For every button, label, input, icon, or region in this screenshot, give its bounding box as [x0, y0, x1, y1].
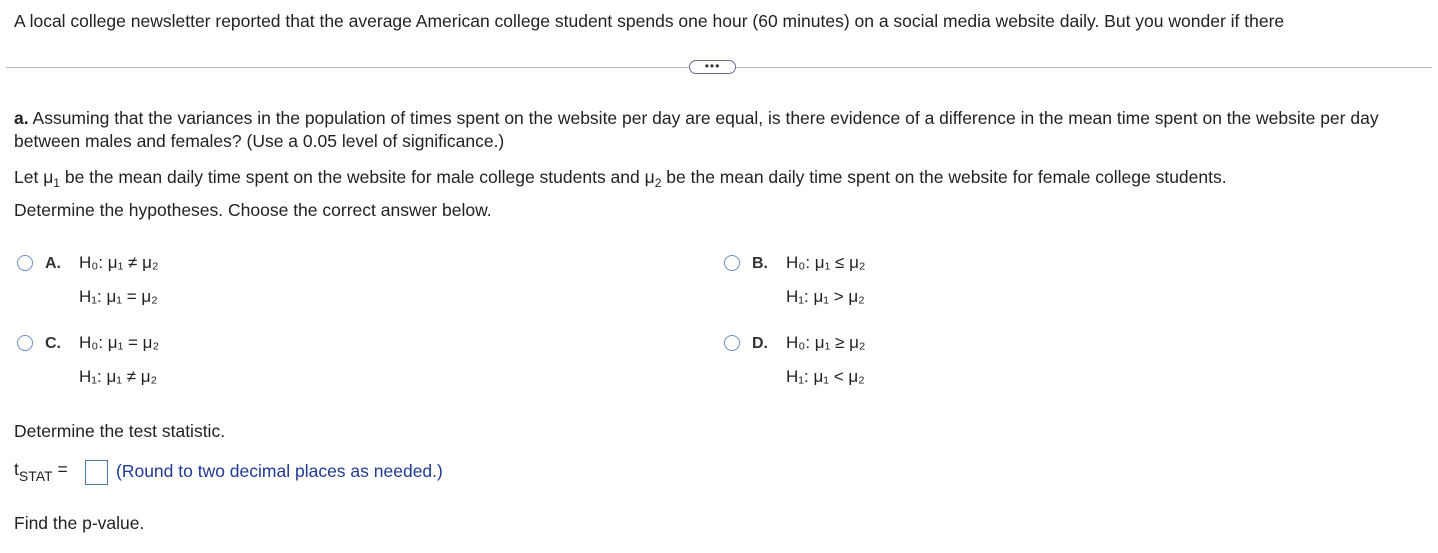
- radio-b[interactable]: [724, 255, 740, 271]
- radio-d[interactable]: [724, 335, 740, 351]
- radio-a[interactable]: [17, 255, 33, 271]
- option-d-letter: D.: [752, 335, 768, 352]
- option-c-letter: C.: [45, 335, 61, 352]
- mu1-sub: 1: [53, 176, 60, 190]
- option-c-h1: H₁: μ₁ ≠ μ₂: [79, 367, 158, 386]
- let-post: be the mean daily time spent on the website for female college students.: [661, 167, 1227, 187]
- question-body: Assuming that the variances in the population of times spent on the website per day are equal, is there evidence of a difference in the mean time spent on the website per day between males and females? (Use a 0.05 level of significance.): [14, 108, 1379, 151]
- let-line: [14, 167, 1227, 188]
- tstat-label: [14, 459, 68, 484]
- radio-c[interactable]: [17, 335, 33, 351]
- intro-text: A local college newsletter reported that the average American college student spends one hour (60 minutes) on a social media website daily. But you wonder if there: [14, 11, 1285, 31]
- tstat-t: t: [14, 459, 19, 479]
- question-text: [14, 107, 1424, 153]
- option-a-h1: H₁: μ₁ = μ₂: [79, 287, 158, 306]
- option-d-h1: H₁: μ₁ < μ₂: [786, 367, 865, 386]
- option-c-h0: H₀: μ₁ = μ₂: [79, 333, 160, 352]
- round-hint: (Round to two decimal places as needed.): [116, 461, 443, 481]
- option-b-letter: B.: [752, 255, 768, 272]
- let-mid: be the mean daily time spent on the website for male college students and μ: [59, 167, 655, 187]
- tstat-eq: =: [52, 459, 68, 479]
- option-d-h0: H₀: μ₁ ≥ μ₂: [786, 333, 866, 352]
- option-b-h1: H₁: μ₁ > μ₂: [786, 287, 865, 306]
- option-b-h0: H₀: μ₁ ≤ μ₂: [786, 253, 866, 272]
- let-pre: Let μ: [14, 167, 54, 187]
- part-label: a.: [14, 108, 29, 128]
- test-stat-prompt: Determine the test statistic.: [14, 421, 226, 441]
- tstat-input[interactable]: [85, 460, 108, 485]
- option-a-h0: H₀: μ₁ ≠ μ₂: [79, 253, 159, 272]
- pvalue-prompt: Find the p-value.: [14, 513, 145, 533]
- hypotheses-prompt: Determine the hypotheses. Choose the correct answer below.: [14, 200, 492, 220]
- mu2-sub: 2: [654, 176, 662, 190]
- option-a-letter: A.: [45, 255, 61, 272]
- expand-intro-button[interactable]: •••: [689, 60, 736, 74]
- tstat-sub: STAT: [18, 468, 53, 484]
